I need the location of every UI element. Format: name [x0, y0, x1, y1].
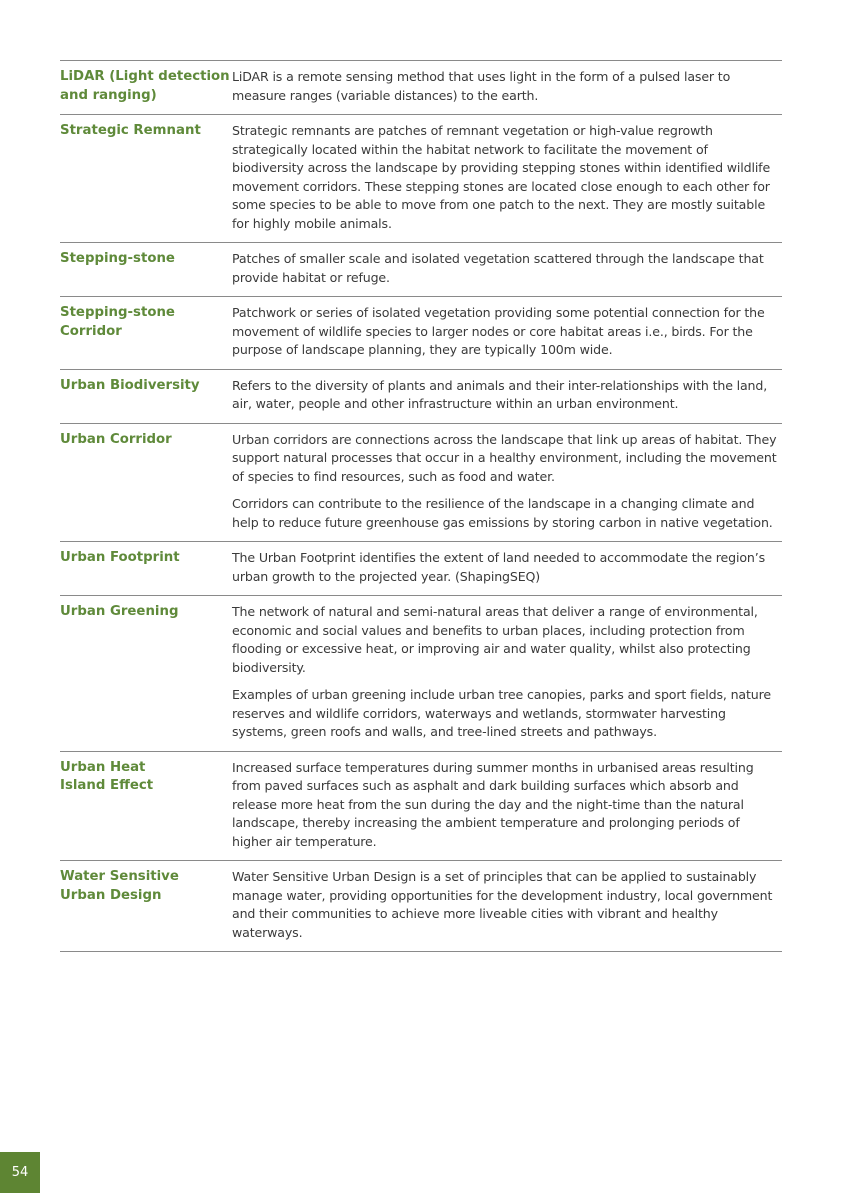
definition-paragraph: Strategic remnants are patches of remnant vegetation or high-value regrowth strategically located within the habitat network to facilitate the movement of biodiversity across the landscape by providing stepping stones within identified wildlife movement corridors. These stepping stones are located close enough to each other for some species to be able to move from one patch to the next. They are mostly suitable for highly mobile animals. [232, 123, 771, 231]
glossary-definition [232, 304, 782, 360]
definition-paragraph: Examples of urban greening include urban tree canopies, parks and sport fields, nature reserves and wildlife corridors, waterways and wetlands, stormwater harvesting systems, green roofs and walls, and tree-lined streets and pathways. [232, 687, 771, 740]
definition-paragraph: Urban corridors are connections across the landscape that link up areas of habitat. They support natural processes that occur in a healthy environment, including the movement of species to find resources, such as food and water. [232, 431, 777, 484]
glossary-term: Water Sensitive Urban Design [60, 869, 179, 903]
glossary-term: Urban Heat Island Effect [60, 759, 154, 794]
glossary-row [60, 596, 782, 752]
glossary-definition [232, 549, 782, 586]
glossary-term: LiDAR (Light detection and ranging) [60, 69, 230, 103]
glossary-row [60, 542, 782, 596]
definition-paragraph: LiDAR is a remote sensing method that uses light in the form of a pulsed laser to measure ranges (variable distances) to the earth. [232, 69, 731, 103]
definition-paragraph: Patches of smaller scale and isolated vegetation scattered through the landscape that provide habitat or refuge. [232, 251, 764, 285]
glossary-definition [232, 431, 782, 533]
glossary-definition [232, 250, 782, 287]
glossary-definition [232, 868, 782, 942]
definition-paragraph: The Urban Footprint identifies the extent of land needed to accommodate the region’s urban growth to the projected year. (ShapingSEQ) [232, 550, 765, 584]
glossary-term: Stepping-stone Corridor [60, 305, 175, 339]
glossary-term: Urban Corridor [60, 431, 172, 447]
definition-paragraph: Water Sensitive Urban Design is a set of principles that can be applied to sustainably manage water, providing opportunities for the development industry, local government and their communities to achieve more liveable cities with vibrant and healthy waterways. [232, 869, 773, 940]
glossary-definition [232, 759, 782, 852]
glossary-definition [232, 68, 782, 105]
glossary-term: Stepping-stone [60, 251, 175, 267]
glossary-row [60, 243, 782, 297]
glossary-row [60, 861, 782, 952]
definition-paragraph: The network of natural and semi-natural areas that deliver a range of environmental, economic and social values and benefits to urban places, including protection from flooding or excessive heat, or improving air and water quality, whilst also protecting biodiversity. [232, 604, 758, 675]
glossary-term: Strategic Remnant [60, 123, 201, 139]
glossary-definition [232, 122, 782, 233]
glossary-term: Urban Biodiversity [60, 377, 200, 393]
glossary-term: Urban Greening [60, 604, 179, 620]
glossary-row [60, 370, 782, 424]
page-number: 54 [0, 1152, 40, 1193]
glossary-row [60, 61, 782, 115]
definition-paragraph: Patchwork or series of isolated vegetation providing some potential connection for the movement of wildlife species to larger nodes or core habitat areas i.e., birds. For the purpose of landscape planning, they are typically 100m wide. [232, 305, 765, 358]
glossary-row [60, 752, 782, 862]
glossary-definition [232, 603, 782, 742]
definition-paragraph: Corridors can contribute to the resilience of the landscape in a changing climate and help to reduce future greenhouse gas emissions by storing carbon in native vegetation. [232, 496, 773, 530]
glossary-row [60, 297, 782, 370]
glossary-definition [232, 377, 782, 414]
glossary-term: Urban Footprint [60, 550, 180, 566]
glossary-table [60, 60, 782, 952]
definition-paragraph: Increased surface temperatures during summer months in urbanised areas resulting from paved surfaces such as asphalt and dark building surfaces which absorb and release more heat from the sun during the day and the night-time than the natural landscape, thereby increasing the ambient temperature and prolonging periods of higher air temperature. [232, 759, 754, 849]
definition-paragraph: Refers to the diversity of plants and animals and their inter-relationships with the land, air, water, people and other infrastructure within an urban environment. [232, 377, 768, 412]
glossary-row [60, 424, 782, 543]
glossary-row [60, 115, 782, 243]
